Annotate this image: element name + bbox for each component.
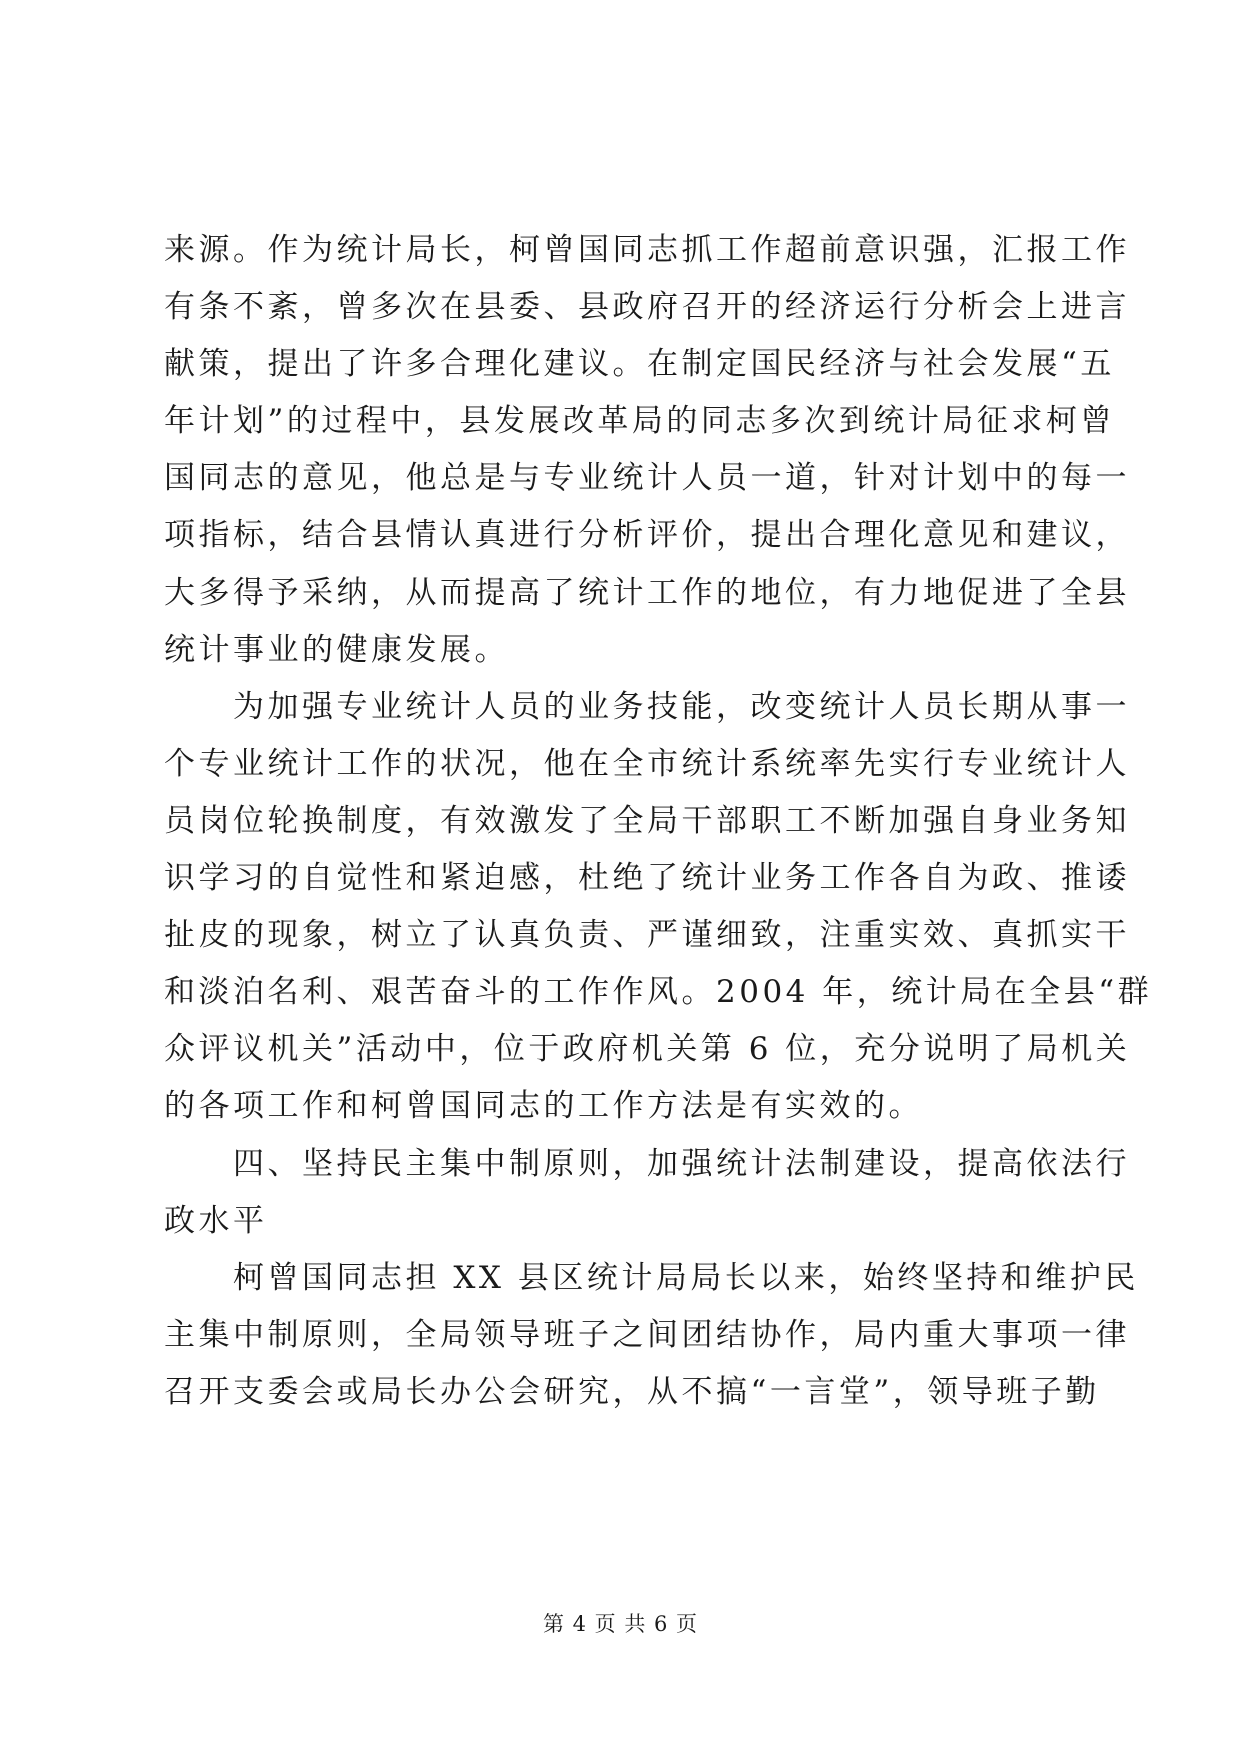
text-line: 员岗位轮换制度，有效激发了全局干部职工不断加强自身业务知 [164,802,1130,839]
text-line: 个专业统计工作的状况，他在全市统计系统率先实行专业统计人 [164,745,1130,782]
text-line: 召开支委会或局长办公会研究，从不搞“一言堂”，领导班子勤 [164,1373,1100,1410]
text-line: 柯曾国同志担 XX 县区统计局局长以来，始终坚持和维护民 [164,1259,1139,1296]
text-line: 和淡泊名利、艰苦奋斗的工作作风。2004 年，统计局在全县“群 [164,974,1153,1011]
text-line: 主集中制原则，全局领导班子之间团结协作，局内重大事项一律 [164,1316,1130,1353]
text-line: 的各项工作和柯曾国同志的工作方法是有实效的。 [164,1088,923,1125]
text-line: 识学习的自觉性和紧迫感，杜绝了统计业务工作各自为政、推诿 [164,860,1130,897]
text-line: 众评议机关”活动中，位于政府机关第 6 位，充分说明了局机关 [164,1031,1131,1068]
body-text [164,232,1153,1431]
section-heading: 四、坚持民主集中制原则，加强统计法制建设，提高依法行 [164,1145,1130,1182]
text-line: 扯皮的现象，树立了认真负责、严谨细致，注重实效、真抓实干 [164,917,1130,954]
page-number-footer: 第 4 页 共 6 页 [542,1612,699,1636]
text-line: 为加强专业统计人员的业务技能，改变统计人员长期从事一 [164,688,1130,725]
section-heading: 政水平 [164,1202,268,1239]
text-line: 献策，提出了许多合理化建议。在制定国民经济与社会发展“五 [164,346,1115,383]
text-line: 来源。作为统计局长，柯曾国同志抓工作超前意识强，汇报工作 [164,232,1130,268]
text-line: 统计事业的健康发展。 [164,631,509,668]
text-line: 项指标，结合县情认真进行分析评价，提出合理化意见和建议， [164,517,1130,554]
text-line: 年计划”的过程中，县发展改革局的同志多次到统计局征求柯曾 [164,403,1115,440]
text-line: 有条不紊，曾多次在县委、县政府召开的经济运行分析会上进言 [164,289,1130,326]
text-line: 国同志的意见，他总是与专业统计人员一道，针对计划中的每一 [164,460,1130,497]
text-line: 大多得予采纳，从而提高了统计工作的地位，有力地促进了全县 [164,574,1130,611]
